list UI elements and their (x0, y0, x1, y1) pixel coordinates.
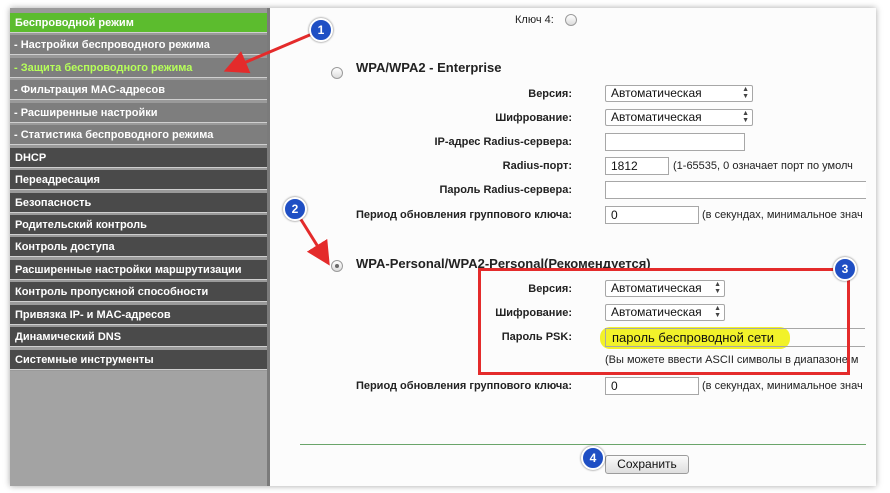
key4-radio[interactable] (565, 14, 577, 26)
sidebar-item-label: - Фильтрация MAC-адресов (14, 84, 165, 96)
save-button[interactable]: Сохранить (605, 455, 689, 474)
sidebar-item-bandwidth-control[interactable] (10, 282, 267, 302)
sidebar-item-label: Контроль пропускной способности (15, 286, 209, 298)
personal-title: WPA-Personal/WPA2-Personal(Рекомендуется) (356, 256, 651, 271)
sidebar-item-ip-mac-binding[interactable] (10, 305, 267, 325)
sidebar-item-label: DHCP (15, 152, 47, 164)
step-badge-1: 1 (309, 18, 333, 42)
radius-password-input[interactable] (605, 181, 866, 199)
spinner-arrows-icon: ▲ ▼ (714, 305, 721, 319)
sidebar-item-wireless[interactable] (10, 13, 267, 33)
enterprise-group-key-input[interactable]: 0 (605, 206, 699, 224)
sidebar-item-forwarding[interactable] (10, 170, 267, 190)
enterprise-radio[interactable] (331, 67, 343, 79)
step-badge-2: 2 (283, 197, 307, 221)
sidebar-item-label: - Статистика беспроводного режима (14, 129, 214, 141)
personal-radio[interactable] (331, 260, 343, 272)
sidebar-item-parental-control[interactable] (10, 215, 267, 235)
personal-version-label: Версия: (528, 283, 572, 295)
radius-port-label: Radius-порт: (502, 160, 572, 172)
main-content (267, 8, 876, 486)
psk-label: Пароль PSK: (501, 331, 572, 343)
sidebar-item-label: Родительский контроль (15, 219, 147, 231)
spinner-arrows-icon: ▲ ▼ (742, 110, 749, 124)
spinner-arrows-icon: ▲ ▼ (742, 86, 749, 100)
spinner-arrows-icon: ▲ ▼ (714, 281, 721, 295)
sidebar-item-label: Безопасность (15, 197, 92, 209)
sidebar-filler (10, 371, 267, 486)
sidebar-item-label: - Настройки беспроводного режима (14, 39, 210, 51)
sidebar-item-advanced-wireless[interactable] (10, 103, 267, 123)
radius-ip-input[interactable] (605, 133, 745, 151)
step-badge-3: 3 (833, 257, 857, 281)
sidebar-item-label: - Расширенные настройки (14, 107, 158, 119)
sidebar-item-system-tools[interactable] (10, 350, 267, 370)
sidebar-item-label: Беспроводной режим (15, 17, 134, 29)
sidebar-item-advanced-routing[interactable] (10, 260, 267, 280)
enterprise-group-key-label: Период обновления группового ключа: (355, 209, 572, 221)
personal-group-key-label: Период обновления группового ключа: (355, 380, 572, 392)
radius-ip-label: IP-адрес Radius-сервера: (434, 136, 572, 148)
browser-frame (10, 8, 876, 486)
enterprise-version-value: Автоматическая (611, 86, 702, 100)
sidebar-item-label: Расширенные настройки маршрутизации (15, 264, 242, 276)
sidebar-item-label: Контроль доступа (15, 241, 115, 253)
radius-port-note: (1-65535, 0 означает порт по умолч (673, 160, 853, 172)
sidebar-item-access-control[interactable] (10, 237, 267, 257)
radius-password-label: Пароль Radius-сервера: (439, 184, 572, 196)
sidebar-item-security[interactable] (10, 193, 267, 213)
enterprise-encryption-value: Автоматическая (611, 110, 702, 124)
sidebar-item-label: Привязка IP- и MAC-адресов (15, 309, 171, 321)
step-badge-4: 4 (581, 446, 605, 470)
sidebar-item-label: - Защита беспроводного режима (14, 62, 193, 74)
sidebar-item-wireless-statistics[interactable] (10, 125, 267, 145)
sidebar-item-mac-filtering[interactable] (10, 80, 267, 100)
personal-group-key-input[interactable]: 0 (605, 377, 699, 395)
sidebar-item-label: Переадресация (15, 174, 100, 186)
enterprise-version-select[interactable] (605, 85, 753, 102)
enterprise-group-key-note: (в секундах, минимальное знач (702, 209, 863, 221)
personal-encryption-value: Автоматическая (611, 305, 702, 319)
enterprise-title: WPA/WPA2 - Enterprise (356, 60, 502, 75)
enterprise-encryption-label: Шифрование: (495, 112, 572, 124)
enterprise-encryption-select[interactable] (605, 109, 753, 126)
sidebar-item-wireless-security[interactable] (10, 58, 267, 78)
enterprise-version-label: Версия: (528, 88, 572, 100)
psk-password-input[interactable]: пароль беспроводной сети (605, 328, 865, 347)
personal-group-key-note: (в секундах, минимальное знач (702, 380, 863, 392)
sidebar-item-wireless-settings[interactable] (10, 35, 267, 55)
radius-port-input[interactable]: 1812 (605, 157, 669, 175)
sidebar-item-dhcp[interactable] (10, 148, 267, 168)
sidebar-item-label: Динамический DNS (15, 331, 122, 343)
key4-label: Ключ 4: (515, 14, 554, 26)
sidebar-item-label: Системные инструменты (15, 354, 154, 366)
annotation-box-psk (478, 268, 850, 375)
personal-encryption-label: Шифрование: (495, 307, 572, 319)
personal-version-value: Автоматическая (611, 281, 702, 295)
divider (300, 444, 866, 445)
sidebar-item-dynamic-dns[interactable] (10, 327, 267, 347)
psk-note: (Вы можете ввести ASCII символы в диапазоне м (605, 354, 859, 366)
sidebar (10, 8, 267, 486)
